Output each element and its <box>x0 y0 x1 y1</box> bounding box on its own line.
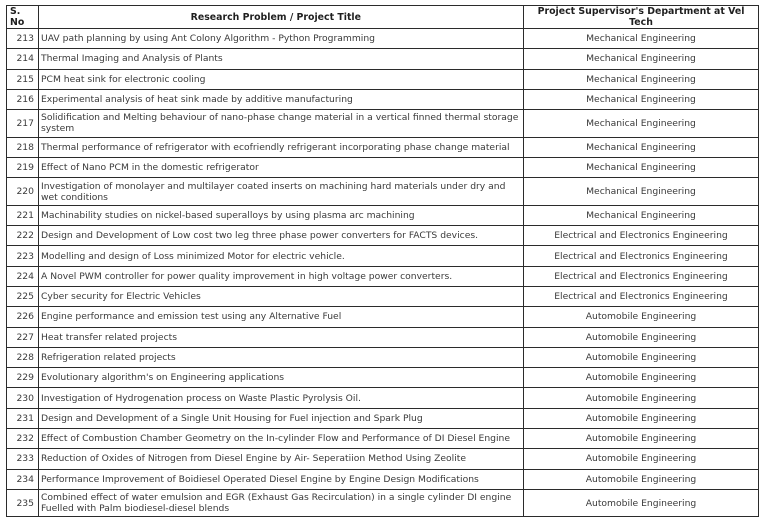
table-row <box>7 388 759 408</box>
serial-number-cell: 224 <box>7 266 39 286</box>
project-title-cell: Thermal Imaging and Analysis of Plants <box>39 49 524 69</box>
table-row <box>7 429 759 449</box>
table-row <box>7 368 759 388</box>
project-title-cell: Design and Development of Low cost two leg three phase power converters for FACTS devices. <box>39 226 524 246</box>
serial-number-cell: 226 <box>7 307 39 327</box>
table-row <box>7 246 759 266</box>
table-row <box>7 327 759 347</box>
table-header-row <box>7 6 759 29</box>
table-row <box>7 157 759 177</box>
header-project-title: Research Problem / Project Title <box>39 6 524 29</box>
table-row <box>7 205 759 225</box>
table-row <box>7 137 759 157</box>
serial-number-cell: 220 <box>7 178 39 206</box>
serial-number-cell: 225 <box>7 286 39 306</box>
table-row <box>7 69 759 89</box>
project-title-cell: Performance Improvement of Boidiesel Operated Diesel Engine by Engine Design Modifications <box>39 469 524 489</box>
department-cell: Automobile Engineering <box>524 429 759 449</box>
department-cell: Electrical and Electronics Engineering <box>524 286 759 306</box>
projects-table <box>6 5 759 517</box>
project-title-cell: Refrigeration related projects <box>39 347 524 367</box>
project-title-cell: Investigation of monolayer and multilayer coated inserts on machining hard materials under dry and wet conditions <box>39 178 524 206</box>
project-title-cell: Design and Development of a Single Unit Housing for Fuel injection and Spark Plug <box>39 408 524 428</box>
serial-number-cell: 221 <box>7 205 39 225</box>
table-row <box>7 347 759 367</box>
department-cell: Mechanical Engineering <box>524 205 759 225</box>
table-row <box>7 307 759 327</box>
table-row <box>7 266 759 286</box>
header-serial-number: S. No <box>7 6 39 29</box>
project-title-cell: Effect of Combustion Chamber Geometry on the In-cylinder Flow and Performance of DI Diesel Engine <box>39 429 524 449</box>
serial-number-cell: 235 <box>7 489 39 517</box>
department-cell: Mechanical Engineering <box>524 137 759 157</box>
table-row <box>7 449 759 469</box>
table-row <box>7 469 759 489</box>
project-title-cell: Solidification and Melting behaviour of nano-phase change material in a vertical finned thermal storage system <box>39 110 524 138</box>
department-cell: Mechanical Engineering <box>524 69 759 89</box>
project-title-cell: Evolutionary algorithm's on Engineering applications <box>39 368 524 388</box>
serial-number-cell: 216 <box>7 89 39 109</box>
serial-number-cell: 234 <box>7 469 39 489</box>
table-row <box>7 49 759 69</box>
header-department: Project Supervisor's Department at Vel Tech <box>524 6 759 29</box>
department-cell: Automobile Engineering <box>524 347 759 367</box>
project-title-cell: Experimental analysis of heat sink made by additive manufacturing <box>39 89 524 109</box>
project-title-cell: UAV path planning by using Ant Colony Algorithm - Python Programming <box>39 29 524 49</box>
serial-number-cell: 231 <box>7 408 39 428</box>
project-title-cell: A Novel PWM controller for power quality improvement in high voltage power converters. <box>39 266 524 286</box>
department-cell: Automobile Engineering <box>524 388 759 408</box>
department-cell: Mechanical Engineering <box>524 29 759 49</box>
table-row <box>7 178 759 206</box>
table-row <box>7 489 759 517</box>
serial-number-cell: 229 <box>7 368 39 388</box>
serial-number-cell: 230 <box>7 388 39 408</box>
serial-number-cell: 218 <box>7 137 39 157</box>
department-cell: Electrical and Electronics Engineering <box>524 226 759 246</box>
project-title-cell: Effect of Nano PCM in the domestic refrigerator <box>39 157 524 177</box>
project-title-cell: Combined effect of water emulsion and EGR (Exhaust Gas Recirculation) in a single cylinder DI engine Fuelled with Palm biodiesel-diesel blends <box>39 489 524 517</box>
project-title-cell: Investigation of Hydrogenation process on Waste Plastic Pyrolysis Oil. <box>39 388 524 408</box>
department-cell: Automobile Engineering <box>524 408 759 428</box>
project-title-cell: Reduction of Oxides of Nitrogen from Diesel Engine by Air- Seperatiion Method Using Zeolite <box>39 449 524 469</box>
table-body <box>7 29 759 517</box>
project-title-cell: Heat transfer related projects <box>39 327 524 347</box>
department-cell: Automobile Engineering <box>524 469 759 489</box>
serial-number-cell: 232 <box>7 429 39 449</box>
serial-number-cell: 215 <box>7 69 39 89</box>
table-row <box>7 226 759 246</box>
project-title-cell: PCM heat sink for electronic cooling <box>39 69 524 89</box>
department-cell: Electrical and Electronics Engineering <box>524 246 759 266</box>
serial-number-cell: 213 <box>7 29 39 49</box>
department-cell: Mechanical Engineering <box>524 157 759 177</box>
department-cell: Automobile Engineering <box>524 327 759 347</box>
serial-number-cell: 219 <box>7 157 39 177</box>
table-row <box>7 29 759 49</box>
department-cell: Electrical and Electronics Engineering <box>524 266 759 286</box>
department-cell: Automobile Engineering <box>524 449 759 469</box>
project-title-cell: Thermal performance of refrigerator with ecofriendly refrigerant incorporating phase change material <box>39 137 524 157</box>
department-cell: Automobile Engineering <box>524 307 759 327</box>
department-cell: Mechanical Engineering <box>524 178 759 206</box>
department-cell: Automobile Engineering <box>524 368 759 388</box>
project-title-cell: Engine performance and emission test using any Alternative Fuel <box>39 307 524 327</box>
project-title-cell: Modelling and design of Loss minimized Motor for electric vehicle. <box>39 246 524 266</box>
department-cell: Mechanical Engineering <box>524 110 759 138</box>
serial-number-cell: 233 <box>7 449 39 469</box>
serial-number-cell: 214 <box>7 49 39 69</box>
serial-number-cell: 228 <box>7 347 39 367</box>
project-title-cell: Machinability studies on nickel-based superalloys by using plasma arc machining <box>39 205 524 225</box>
table-row <box>7 89 759 109</box>
serial-number-cell: 227 <box>7 327 39 347</box>
project-title-cell: Cyber security for Electric Vehicles <box>39 286 524 306</box>
serial-number-cell: 217 <box>7 110 39 138</box>
serial-number-cell: 223 <box>7 246 39 266</box>
department-cell: Automobile Engineering <box>524 489 759 517</box>
department-cell: Mechanical Engineering <box>524 49 759 69</box>
serial-number-cell: 222 <box>7 226 39 246</box>
table-row <box>7 286 759 306</box>
table-row <box>7 110 759 138</box>
department-cell: Mechanical Engineering <box>524 89 759 109</box>
table-row <box>7 408 759 428</box>
